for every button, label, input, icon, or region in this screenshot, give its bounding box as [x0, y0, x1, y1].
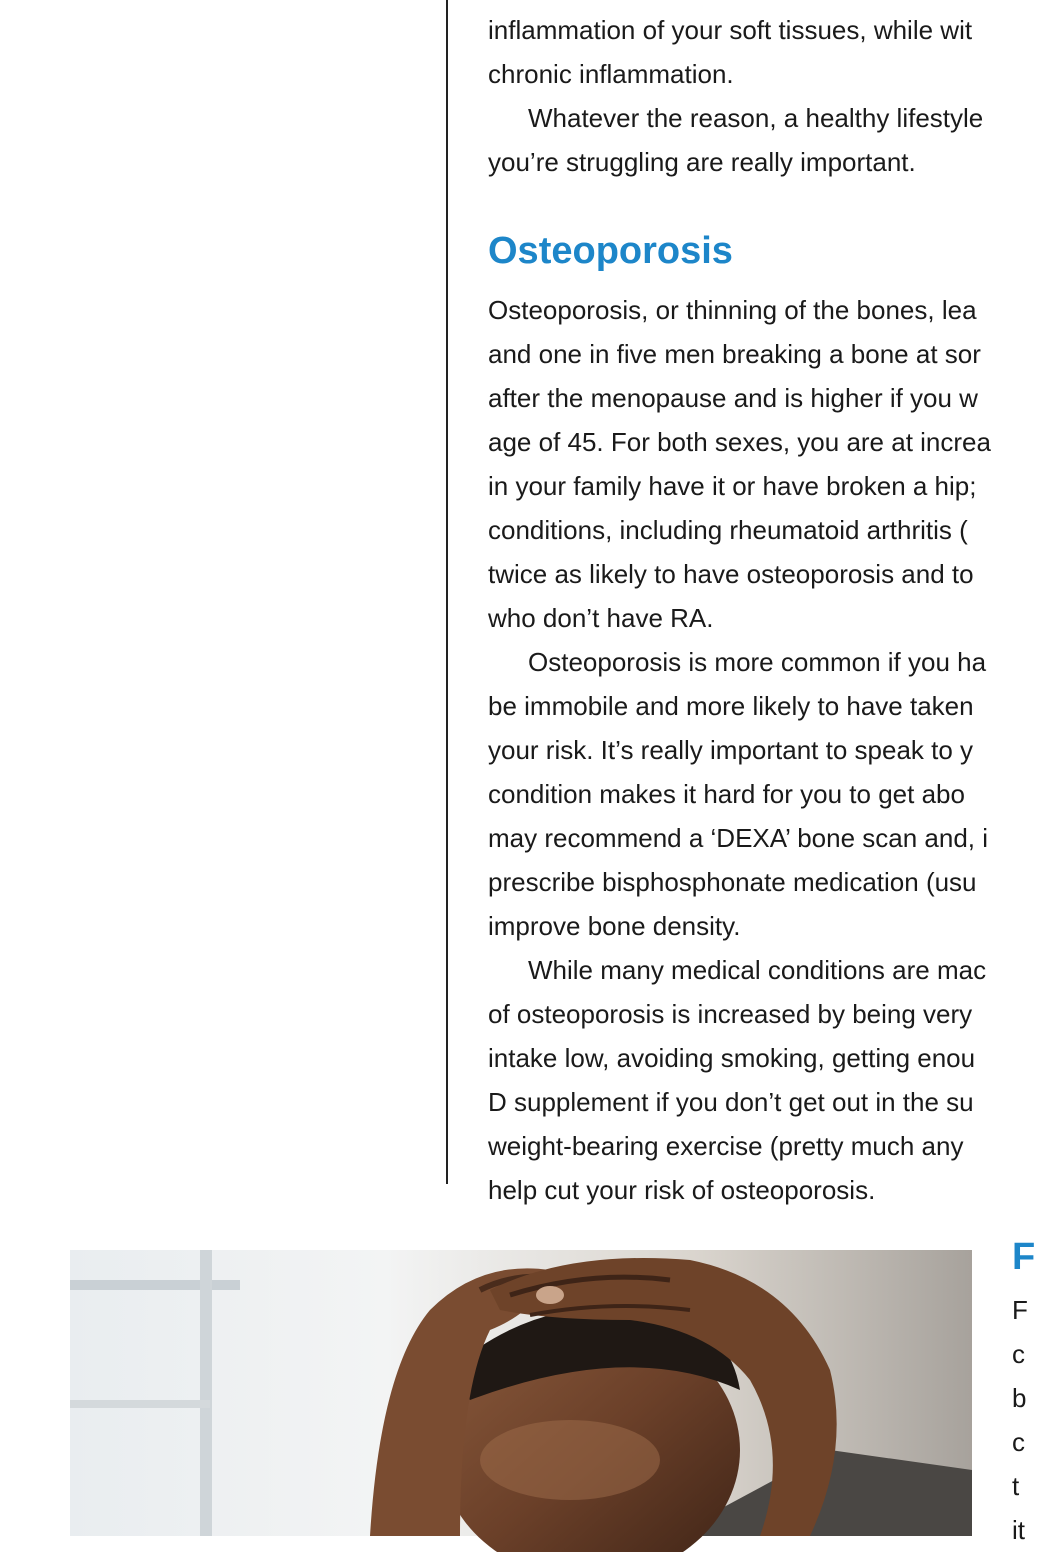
body-line: after the menopause and is higher if you w [488, 383, 978, 413]
body-line: condition makes it hard for you to get abo [488, 779, 965, 809]
body-line: prescribe bisphosphonate medication (usu [488, 867, 977, 897]
article-column [488, 8, 1048, 1212]
body-line: inflammation of your soft tissues, while wit [488, 15, 973, 45]
body-line: twice as likely to have osteoporosis and to [488, 559, 974, 589]
body-line: Osteoporosis is more common if you ha [528, 647, 987, 677]
column-divider [446, 0, 448, 1184]
body-line: of osteoporosis is increased by being very [488, 999, 973, 1029]
body-line: Whatever the reason, a healthy lifestyle [528, 103, 984, 133]
body-line: F [1012, 1295, 1028, 1325]
body-line: help cut your risk of osteoporosis. [488, 1175, 876, 1205]
body-line: t [1012, 1471, 1020, 1501]
body-line: and one in five men breaking a bone at sor [488, 339, 981, 369]
body-line: While many medical conditions are mac [528, 955, 987, 985]
section-heading-osteoporosis: Osteoporosis [488, 230, 733, 272]
next-section-heading: F [1012, 1236, 1036, 1278]
body-line: chronic inflammation. [488, 59, 734, 89]
body-line: D supplement if you don’t get out in the su [488, 1087, 974, 1117]
body-line: c [1012, 1339, 1025, 1369]
body-line: your risk. It’s really important to speak to y [488, 735, 974, 765]
body-line: intake low, avoiding smoking, getting enou [488, 1043, 976, 1073]
body-line: age of 45. For both sexes, you are at increa [488, 427, 991, 457]
body-line: it [1012, 1515, 1025, 1545]
body-line: improve bone density. [488, 911, 741, 941]
photo-stressed-man [70, 1250, 972, 1536]
body-line: b [1012, 1383, 1027, 1413]
body-line: conditions, including rheumatoid arthritis ( [488, 515, 968, 545]
body-line: c [1012, 1427, 1025, 1457]
body-line: Osteoporosis, or thinning of the bones, lea [488, 295, 977, 325]
body-line: may recommend a ‘DEXA’ bone scan and, i [488, 823, 989, 853]
body-line: be immobile and more likely to have taken [488, 691, 974, 721]
body-line: weight-bearing exercise (pretty much any [488, 1131, 964, 1161]
body-line: who don’t have RA. [488, 603, 714, 633]
next-column-peek [1012, 1232, 1036, 1552]
body-line: in your family have it or have broken a hip; [488, 471, 977, 501]
body-line: you’re struggling are really important. [488, 147, 916, 177]
